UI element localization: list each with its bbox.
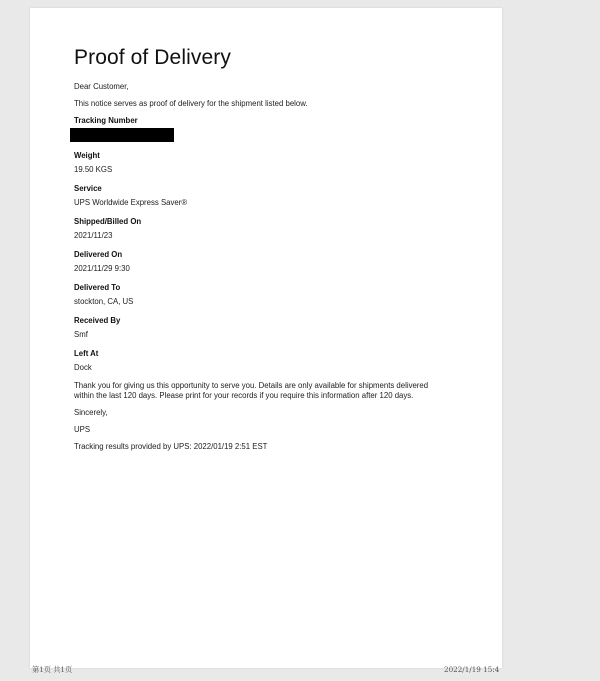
- closing-text: Sincerely,: [74, 408, 108, 417]
- field-value: Smf: [74, 330, 88, 339]
- intro-text: This notice serves as proof of delivery for the shipment listed below.: [74, 99, 308, 108]
- thanks-line: Thank you for giving us this opportunity to serve you. Details are only available for shipments delivered: [74, 381, 429, 390]
- page-counter: 第1页 共1页: [32, 665, 73, 674]
- thanks-line: within the last 120 days. Please print for your records if you require this information after 120 days.: [74, 391, 414, 400]
- field-label: Received By: [74, 316, 121, 325]
- field-value: Dock: [74, 363, 92, 372]
- thanks-paragraph: [74, 381, 474, 401]
- field-value: 2021/11/29 9:30: [74, 264, 130, 273]
- field-weight: [74, 151, 474, 175]
- field-left-at: [74, 349, 474, 373]
- field-label: Left At: [74, 349, 99, 358]
- field-shipped-billed-on: [74, 217, 474, 241]
- salutation-text: Dear Customer,: [74, 82, 129, 91]
- field-value: 19.50 KGS: [74, 165, 113, 174]
- field-label: Shipped/Billed On: [74, 217, 142, 226]
- field-label: Weight: [74, 151, 100, 160]
- field-label: Delivered On: [74, 250, 123, 259]
- tracking-results-text: Tracking results provided by UPS: 2022/01/19 2:51 EST: [74, 442, 268, 451]
- print-timestamp: 2022/1/19 15:4: [444, 665, 500, 674]
- field-delivered-to: [74, 283, 474, 307]
- proof-of-delivery-content: [74, 46, 474, 452]
- print-footer: [0, 665, 600, 677]
- page-title: Proof of Delivery: [74, 46, 231, 69]
- field-service: [74, 184, 474, 208]
- field-tracking-number: [74, 116, 474, 142]
- field-label: Delivered To: [74, 283, 121, 292]
- field-delivered-on: [74, 250, 474, 274]
- field-value: UPS Worldwide Express Saver®: [74, 198, 188, 207]
- field-value: stockton, CA, US: [74, 297, 134, 306]
- redaction-bar-tracking-number: [70, 128, 174, 142]
- field-label: Service: [74, 184, 102, 193]
- field-value: 2021/11/23: [74, 231, 113, 240]
- signature-text: UPS: [74, 425, 91, 434]
- field-label: Tracking Number: [74, 116, 138, 125]
- field-received-by: [74, 316, 474, 340]
